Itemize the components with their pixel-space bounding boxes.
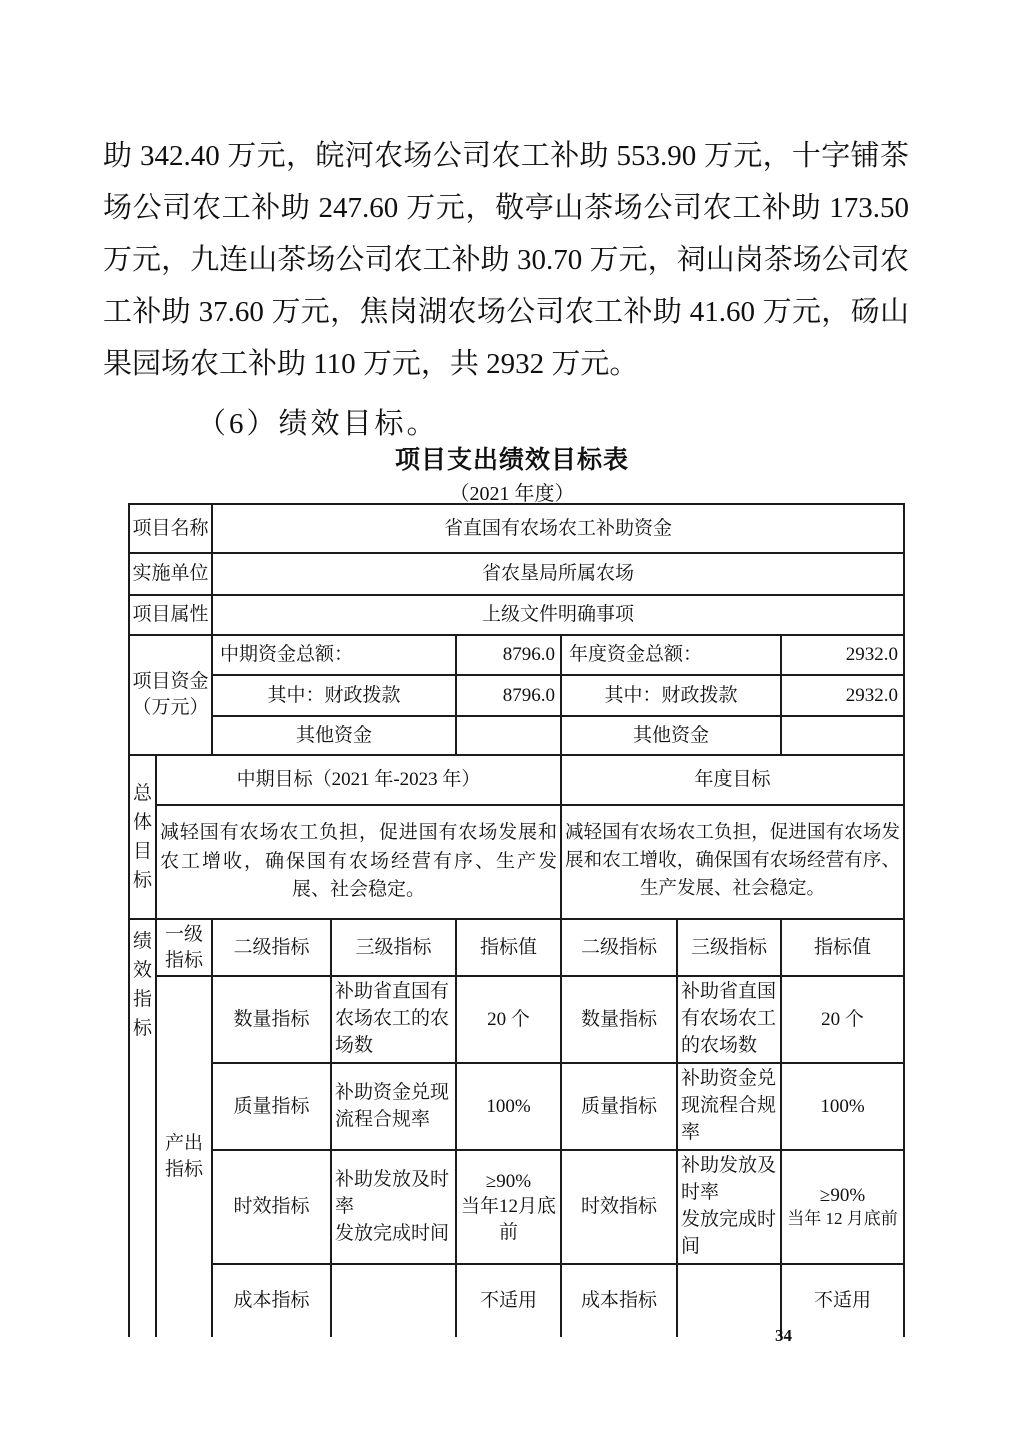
project-funds-label-line1: 项目资金 [132,671,209,693]
row-goal-headers [129,755,904,805]
body-paragraph [103,130,909,390]
quality-mid-level2: 质量指标 [212,1063,331,1150]
timeliness-mid-level3-line2: 发放完成时间 [335,1222,450,1244]
mid-goal-text: 减轻国有农场农工负担，促进国有农场发展和农工增收，确保国有农场经营有序、生产发展、社会稳定。 [156,805,561,919]
cost-mid-level2: 成本指标 [212,1264,331,1337]
mid-level3-header: 三级指标 [331,919,456,976]
annual-goal-text: 减轻国有农场农工负担，促进国有农场发展和农工增收，确保国有农场经营有序、生产发展、社会稳定。 [561,805,904,919]
page-number: 34 [775,1326,792,1345]
mid-total-value: 8796.0 [456,635,561,675]
timeliness-year-level2: 时效指标 [561,1150,677,1264]
quality-year-level2: 质量指标 [561,1063,677,1150]
timeliness-mid-value-line2: 当年12月底前 [461,1196,557,1243]
mid-fiscal-value: 8796.0 [456,675,561,716]
timeliness-mid-level3-line1: 补助发放及时率 [335,1168,450,1217]
perf-section-char-3: 指 [132,989,152,1010]
body-line-3: 万元，九连山茶场公司农工补助 30.70 万元，祠山岗茶场公司农 [103,244,909,276]
cost-mid-value: 不适用 [456,1264,561,1337]
project-funds-label [129,635,212,755]
year-other-value [781,716,904,755]
row-funds-total [129,635,904,675]
row-implement-unit [129,553,904,595]
section-heading: （6）绩效目标。 [197,408,439,440]
quantity-mid-value: 20 个 [456,976,561,1063]
timeliness-mid-level2: 时效指标 [212,1150,331,1264]
row-timeliness-indicator [129,1150,904,1264]
overall-goal-char-1: 总 [132,783,152,804]
cost-year-value: 不适用 [781,1264,904,1337]
implement-unit-value: 省农垦局所属农场 [212,553,904,595]
quantity-year-level2: 数量指标 [561,976,677,1063]
quantity-mid-level3: 补助省直国有农场农工的农场数 [331,976,456,1063]
cost-year-level3 [677,1264,781,1337]
quality-mid-value: 100% [456,1063,561,1150]
year-level2-header: 二级指标 [561,919,677,976]
perf-section-char-4: 标 [132,1018,152,1039]
timeliness-year-value-line2: 当年 12 月底前 [787,1209,898,1229]
timeliness-year-value [781,1150,904,1264]
body-line-1: 助 342.40 万元，皖河农场公司农工补助 553.90 万元，十字铺茶 [103,140,909,172]
overall-goal-char-3: 目 [132,841,152,862]
body-line-5: 果园场农工补助 110 万元，共 2932 万元。 [103,348,639,380]
year-total-label: 年度资金总额： [561,635,781,675]
performance-table [128,503,905,1337]
timeliness-year-level3 [677,1150,781,1264]
table-subtitle: （2021 年度） [449,483,575,505]
level1-indicator-header: 一级指标 [156,919,212,976]
cost-year-level2: 成本指标 [561,1264,677,1337]
year-level3-header: 三级指标 [677,919,781,976]
mid-fiscal-label: 其中：财政拨款 [212,675,456,716]
body-line-2: 场公司农工补助 247.60 万元，敬亭山茶场公司农工补助 173.50 [103,192,909,224]
quality-mid-level3: 补助资金兑现流程合规率 [331,1063,456,1150]
overall-goal-char-2: 体 [132,812,152,833]
mid-other-value [456,716,561,755]
mid-level2-header: 二级指标 [212,919,331,976]
row-quantity-indicator [129,976,904,1063]
year-fiscal-label: 其中：财政拨款 [561,675,781,716]
timeliness-year-level3-line1: 补助发放及时率 [681,1155,777,1204]
implement-unit-label: 实施单位 [129,553,212,595]
level1-indicator-value: 产出指标 [156,976,212,1337]
mid-other-label: 其他资金 [212,716,456,755]
year-value-header: 指标值 [781,919,904,976]
row-project-attr [129,595,904,635]
project-name-value: 省直国有农场农工补助资金 [212,504,904,553]
year-total-value: 2932.0 [781,635,904,675]
quantity-mid-level2: 数量指标 [212,976,331,1063]
body-line-4: 工补助 37.60 万元，焦岗湖农场公司农工补助 41.60 万元，砀山 [103,296,909,328]
project-funds-label-line2: （万元） [132,697,209,718]
row-funds-fiscal [129,675,904,716]
perf-section-char-1: 绩 [132,931,152,952]
timeliness-year-value-line1: ≥90% [819,1184,866,1206]
timeliness-year-level3-line2: 发放完成时间 [681,1209,777,1257]
row-quality-indicator [129,1063,904,1150]
row-project-name [129,504,904,553]
quantity-year-level3: 补助省直国有农场农工的农场数 [677,976,781,1063]
quality-year-level3: 补助资金兑现流程合规率 [677,1063,781,1150]
perf-section-label [129,919,156,1337]
row-indicator-headers [129,919,904,976]
mid-value-header: 指标值 [456,919,561,976]
row-goal-text [129,805,904,919]
timeliness-mid-level3 [331,1150,456,1264]
project-attr-value: 上级文件明确事项 [212,595,904,635]
year-fiscal-value: 2932.0 [781,675,904,716]
mid-goal-header: 中期目标（2021 年-2023 年） [156,755,561,805]
mid-total-label: 中期资金总额： [212,635,456,675]
row-funds-other [129,716,904,755]
overall-goal-label [129,755,156,919]
annual-goal-header: 年度目标 [561,755,904,805]
table-title: 项目支出绩效目标表 [394,446,629,474]
project-attr-label: 项目属性 [129,595,212,635]
project-name-label: 项目名称 [129,504,212,553]
cost-mid-level3 [331,1264,456,1337]
overall-goal-char-4: 标 [132,870,152,891]
quality-year-value: 100% [781,1063,904,1150]
year-other-label: 其他资金 [561,716,781,755]
perf-section-char-2: 效 [132,960,152,981]
timeliness-mid-value [456,1150,561,1264]
quantity-year-value: 20 个 [781,976,904,1063]
timeliness-mid-value-line1: ≥90% [485,1170,532,1192]
